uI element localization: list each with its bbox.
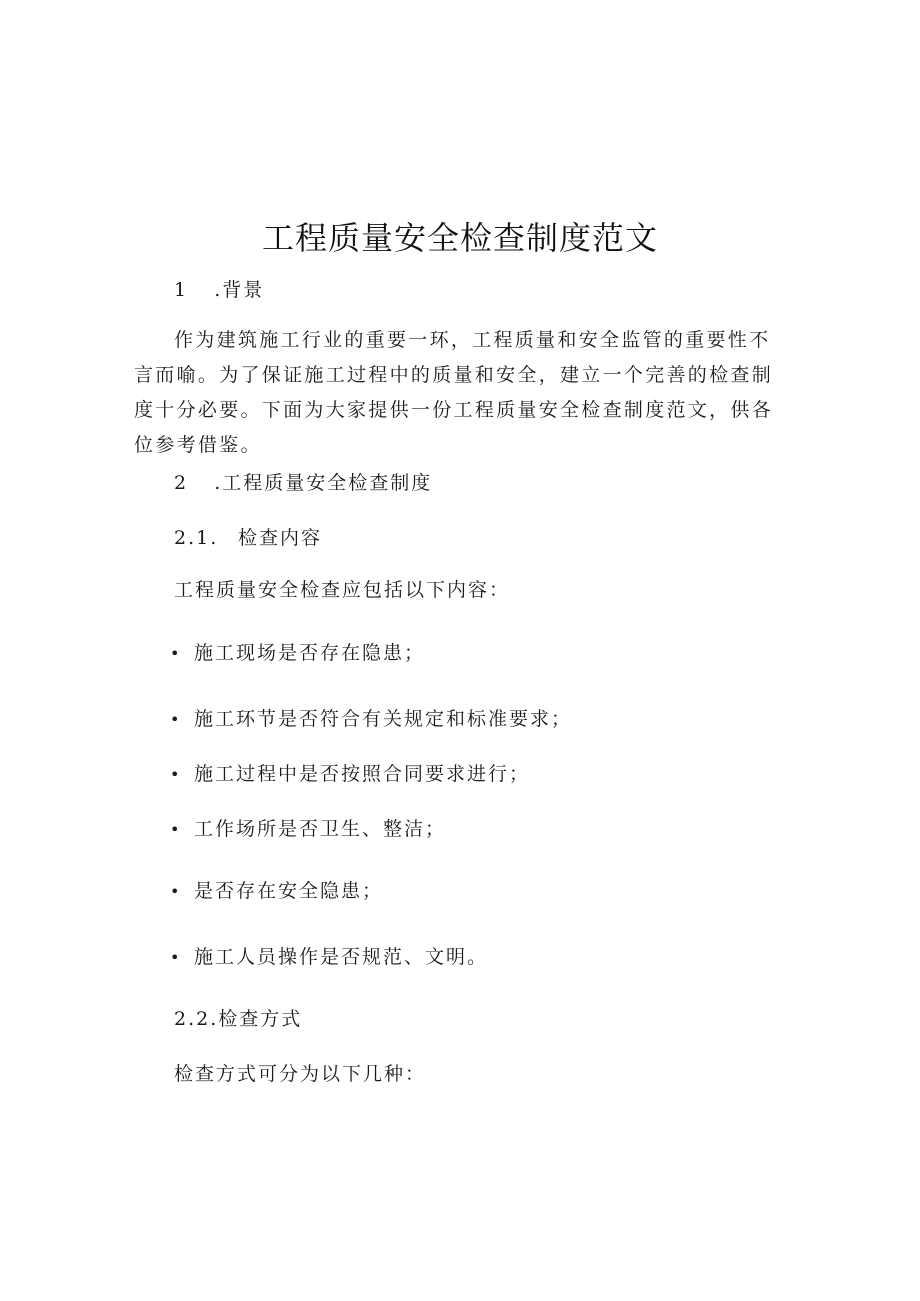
- list-item-text: 施工过程中是否按照合同要求进行；: [194, 763, 531, 785]
- section-1-paragraph: 作为建筑施工行业的重要一环，工程质量和安全监管的重要性不言而喻。为了保证施工过程中的质量和安全，建立一个完善的检查制度十分必要。下面为大家提供一份工程质量安全检查制度范文，供各位参考借鉴。: [134, 329, 774, 456]
- section-2-1-title: 检查内容: [238, 527, 323, 549]
- list-item: [170, 705, 572, 734]
- list-item-text: 施工环节是否符合有关规定和标准要求；: [194, 708, 573, 730]
- bullet-icon: •: [170, 882, 182, 901]
- section-2-number: 2: [174, 472, 189, 494]
- bullet-icon: •: [170, 765, 182, 784]
- section-2-heading: [174, 469, 432, 497]
- section-2-2-heading: 2.2.检查方式: [174, 1008, 303, 1030]
- list-item: [170, 943, 488, 972]
- list-item: [170, 639, 425, 668]
- list-item: [170, 877, 383, 906]
- list-item-text: 施工现场是否存在隐患；: [194, 642, 426, 664]
- section-2-1-intro: 工程质量安全检查应包括以下内容：: [174, 579, 511, 601]
- document-title: 工程质量安全检查制度范文: [261, 219, 658, 257]
- section-2-2-intro: 检查方式可分为以下几种：: [174, 1063, 427, 1085]
- list-item: [170, 760, 530, 789]
- section-1-title: .背景: [214, 279, 265, 301]
- bullet-icon: •: [170, 948, 182, 967]
- section-2-1-number: 2.1.: [174, 527, 219, 549]
- list-item: [170, 815, 446, 844]
- section-1-heading: [174, 276, 264, 304]
- list-item-text: 是否存在安全隐患；: [194, 880, 384, 902]
- section-1-number: 1: [174, 279, 189, 301]
- list-item-text: 施工人员操作是否规范、文明。: [194, 946, 489, 968]
- section-2-title: .工程质量安全检查制度: [214, 472, 433, 494]
- bullet-icon: •: [170, 710, 182, 729]
- bullet-icon: •: [170, 644, 182, 663]
- list-item-text: 工作场所是否卫生、整洁；: [194, 818, 447, 840]
- section-2-1-heading: [174, 524, 322, 552]
- bullet-icon: •: [170, 820, 182, 839]
